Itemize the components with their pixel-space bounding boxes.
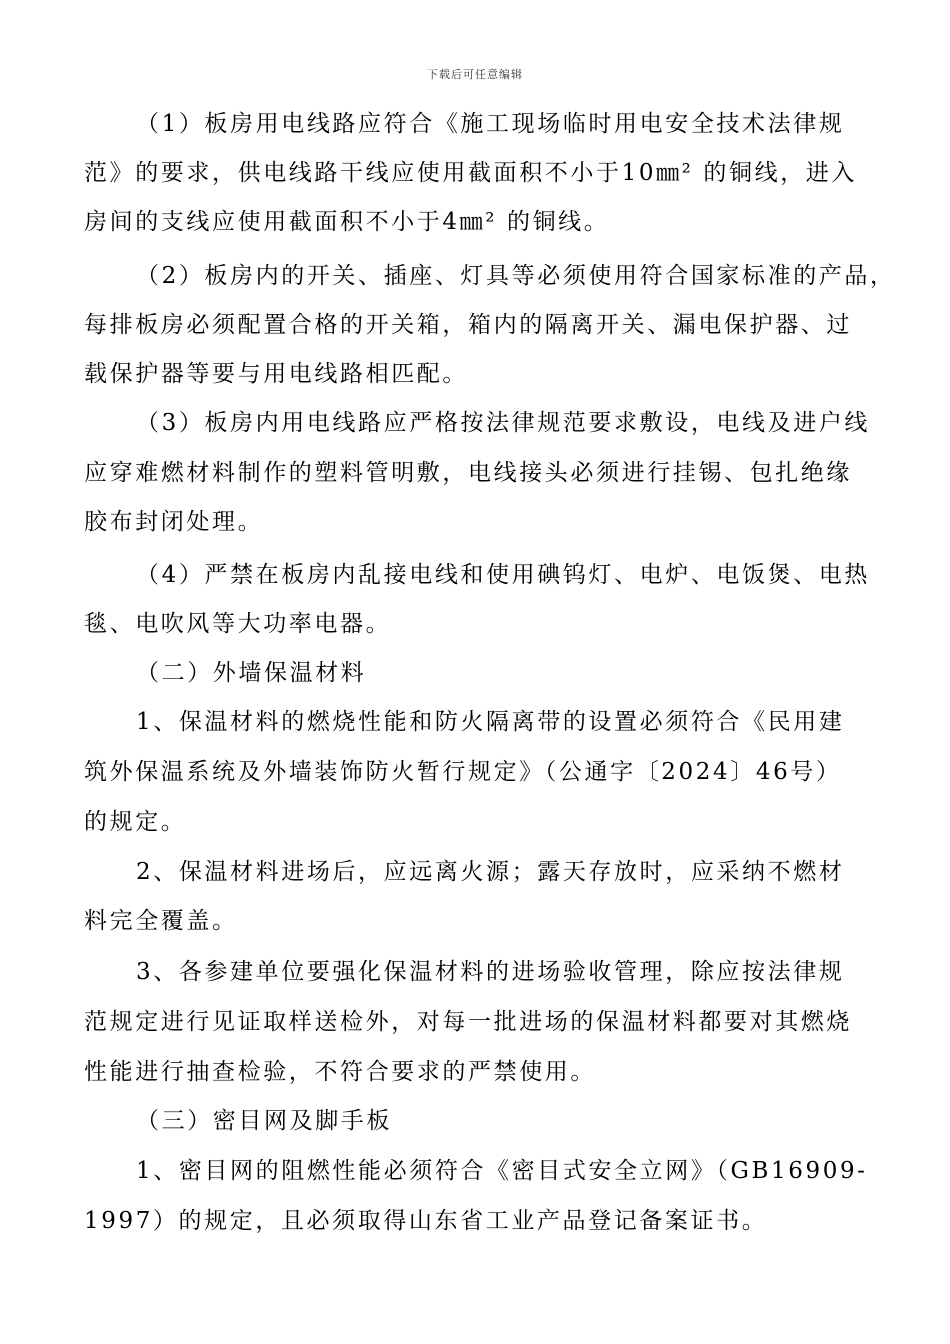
paragraph-line: 应穿难燃材料制作的塑料管明敷，电线接头必须进行挂锡、包扎绝缘 <box>84 460 852 486</box>
section-heading: （三）密目网及脚手板 <box>136 1108 392 1134</box>
paragraph-line: 1、密目网的阻燃性能必须符合《密目式安全立网》（GB16909- <box>136 1158 868 1184</box>
paragraph-line: 范规定进行见证取样送检外，对每一批进场的保温材料都要对其燃烧 <box>84 1009 852 1035</box>
paragraph-line: 1、保温材料的燃烧性能和防火隔离带的设置必须符合《民用建 <box>136 709 845 735</box>
paragraph-line: （1）板房用电线路应符合《施工现场临时用电安全技术法律规 <box>136 111 845 137</box>
paragraph-line: （2）板房内的开关、插座、灯具等必须使用符合国家标准的产品， <box>136 263 896 289</box>
header-note: 下载后可任意编辑 <box>427 68 523 81</box>
paragraph-line: 房间的支线应使用截面积不小于4㎜² 的铜线。 <box>84 209 610 235</box>
paragraph-line: 料完全覆盖。 <box>84 908 238 934</box>
paragraph-line: 筑外保温系统及外墙装饰防火暂行规定》（公通字〔2024〕46号） <box>84 759 842 785</box>
paragraph-line: 3、各参建单位要强化保温材料的进场验收管理，除应按法律规 <box>136 959 845 985</box>
paragraph-line: 每排板房必须配置合格的开关箱，箱内的隔离开关、漏电保护器、过 <box>84 312 852 338</box>
section-heading: （二）外墙保温材料 <box>136 660 367 686</box>
paragraph-line: 性能进行抽查检验，不符合要求的严禁使用。 <box>84 1059 596 1085</box>
paragraph-line: 2、保温材料进场后，应远离火源；露天存放时，应采纳不燃材 <box>136 859 845 885</box>
paragraph-line: （3）板房内用电线路应严格按法律规范要求敷设，电线及进户线 <box>136 410 871 436</box>
paragraph-line: 1997）的规定，且必须取得山东省工业产品登记备案证书。 <box>84 1208 768 1234</box>
paragraph-line: 范》的要求，供电线路干线应使用截面积不小于10㎜² 的铜线，进入 <box>84 160 857 186</box>
paragraph-line: 的规定。 <box>84 809 187 835</box>
paragraph-line: 载保护器等要与用电线路相匹配。 <box>84 361 468 387</box>
paragraph-line: 毯、电吹风等大功率电器。 <box>84 611 392 637</box>
paragraph-line: （4）严禁在板房内乱接电线和使用碘钨灯、电炉、电饭煲、电热 <box>136 562 871 588</box>
paragraph-line: 胶布封闭处理。 <box>84 509 264 535</box>
